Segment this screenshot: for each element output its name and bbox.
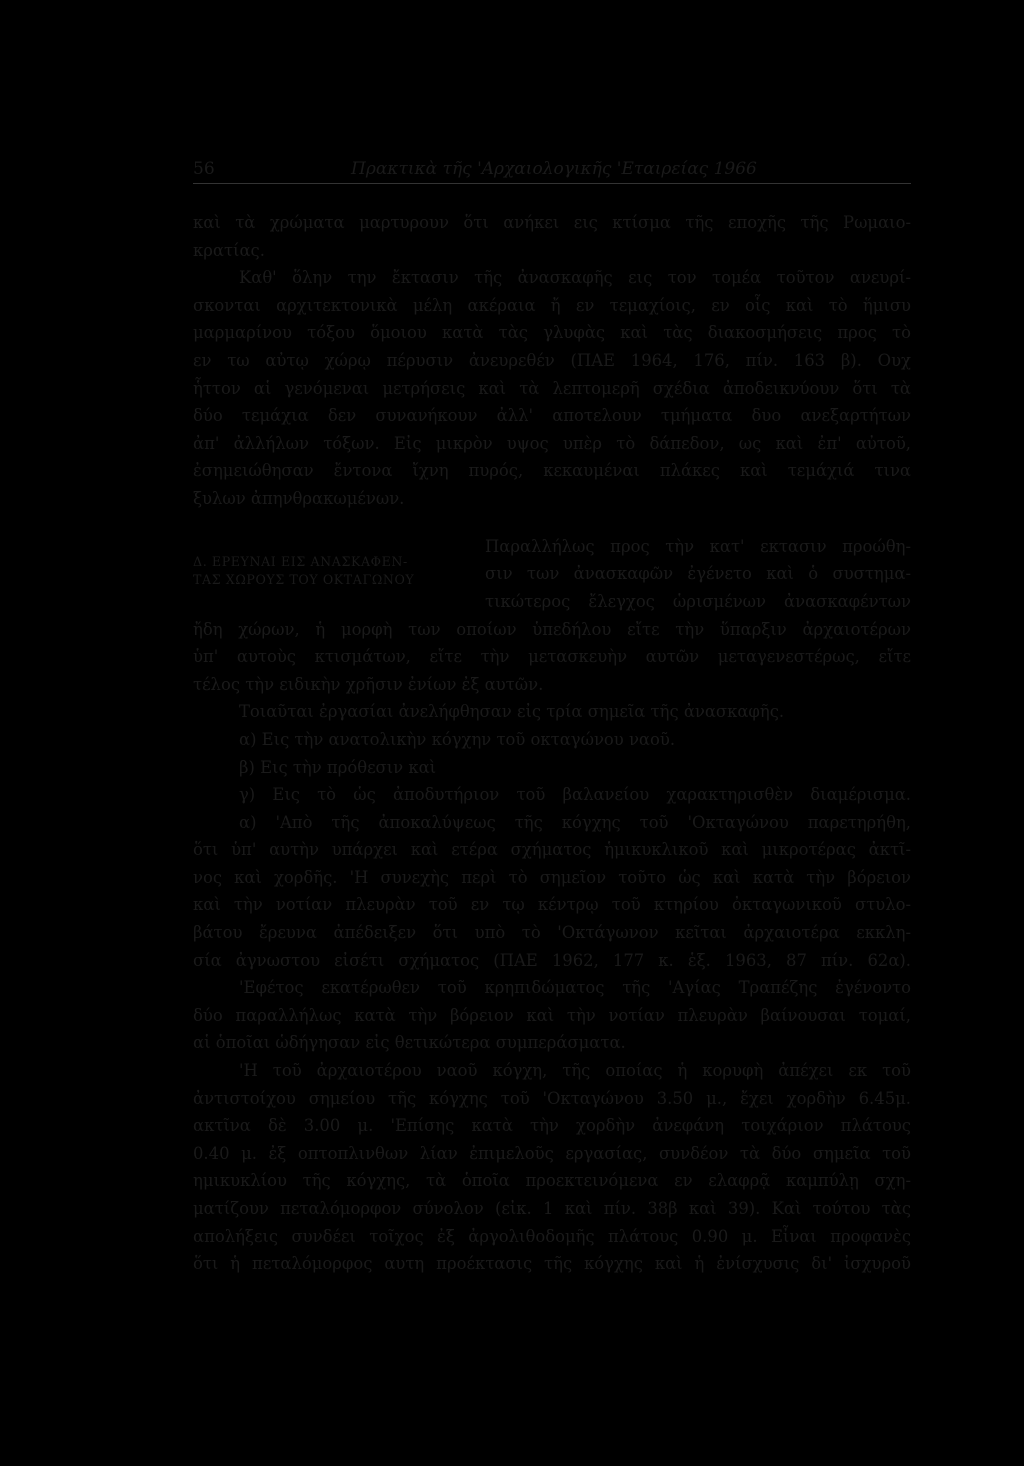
text-line: ἤδη χώρων, ἡ μορφὴ των οποίων ὑπεδήλου εἴτε τὴν ὕπαρξιν ἀρχαιοτέρων	[193, 619, 911, 639]
running-title: Πρακτικὰ τῆς 'Αρχαιολογικῆς 'Εταιρείας 1966	[351, 159, 757, 179]
text-line: ὅτι ὑπ' αυτὴν υπάρχει καὶ ετέρα σχήματος ἡμικυκλικοῦ καὶ μικροτέρας ἀκτῖ-	[193, 840, 911, 860]
text-line: ακτῖνα δὲ 3.00 μ. 'Επίσης κατὰ τὴν χορδὴν ἀνεφάνη τοιχάριον πλάτους	[193, 1116, 911, 1136]
text-line: μαρμαρίνου τόξου ὅμοιου κατὰ τὰς γλυφὰς καὶ τὰς διακοσμήσεις προς τὸ	[193, 323, 911, 343]
text-line: απολήξεις συνδέει τοῖχος ἐξ ἀργολιθοδομῆς πλάτους 0.90 μ. Εἶναι προφανὲς	[193, 1226, 911, 1246]
section-heading-line: ΤΑΣ ΧΩΡΟΥΣ ΤΟΥ ΟΚΤΑΓΩΝΟΥ	[193, 571, 415, 587]
side-text	[485, 533, 911, 616]
text-line: 'Εφέτος εκατέρωθεν τοῦ κρηπιδώματος τῆς 'Αγίας Τραπέζης ἐγένοντο	[239, 978, 911, 998]
section-heading	[193, 553, 473, 589]
text-line: 'Η τοῦ ἀρχαιοτέρου ναοῦ κόγχη, τῆς οποίας ἡ κορυφὴ ἀπέχει εκ τοῦ	[239, 1061, 911, 1081]
list-item: β) Εις τὴν πρόθεσιν καὶ	[239, 757, 437, 777]
text-line: ματίζουν πεταλόμορφον σύνολον (εἰκ. 1 καὶ πίν. 38β καὶ 39). Καὶ τούτου τὰς	[193, 1199, 911, 1218]
text-line: σκονται αρχιτεκτονικὰ μέλη ακέραια ἤ εν τεμαχίοις, εν οἷς καὶ τὸ ἥμισυ	[193, 295, 911, 315]
text-line: σία ἀγνωστου εἰσέτι σχήματος (ΠΑΕ 1962, 177 κ. ἑξ. 1963, 87 πίν. 62α).	[193, 950, 911, 970]
list-item: α) Εις τὴν ανατολικὴν κόγχην τοῦ οκταγώνου ναοῦ.	[239, 729, 676, 749]
header-rule	[193, 183, 911, 184]
text-line: αἱ ὁποῖαι ὡδήγησαν εἰς θετικώτερα συμπεράσματα.	[193, 1033, 626, 1053]
text-line: ἐσημειώθησαν ἔντονα ἴχνη πυρός, κεκαυμέναι πλάκες καὶ τεμάχιά τινα	[193, 461, 911, 481]
text-line: σιν των ἀνασκαφῶν ἐγένετο καὶ ὁ συστημα-	[485, 564, 911, 584]
section-heading-block	[193, 533, 911, 616]
text-line: 0.40 μ. ἐξ οπτοπλινθων λίαν ἐπιμελοῦς εργασίας, συνδέον τὰ δύο σημεῖα τοῦ	[193, 1143, 911, 1163]
text-line: Καθ' ὅλην την ἔκτασιν τῆς ἀνασκαφῆς εις τον τομέα τοῦτον ανευρί-	[239, 268, 911, 288]
text-line: ἧττον αἱ γενόμεναι μετρήσεις καὶ τὰ λεπτομερῆ σχέδια ἀποδεικνύουν ὅτι τὰ	[193, 378, 911, 398]
text-line: καὶ τὴν νοτίαν πλευρὰν τοῦ εν τῳ κέντρῳ τοῦ κτηρίου ὀκταγωνικοῦ στυλο-	[193, 895, 911, 915]
text-line: τικώτερος ἔλεγχος ὡρισμένων ἀνασκαφέντων	[485, 591, 911, 611]
text-line: τέλος τὴν ειδικὴν χρῆσιν ἐνίων ἐξ αυτῶν.	[193, 674, 544, 694]
text-line: α) 'Απὸ τῆς ἀποκαλύψεως τῆς κόγχης τοῦ 'Οκταγώνου παρετηρήθη,	[239, 812, 911, 832]
list-intro: Τοιαῦται ἐργασίαι ἀνελήφθησαν εἰς τρία σημεῖα τῆς ἀνασκαφῆς.	[239, 702, 785, 722]
section-heading-line: Δ. ΕΡΕΥΝΑΙ ΕΙΣ ΑΝΑΣΚΑΦΕΝ-	[193, 553, 408, 569]
text-line: ἀπ' ἀλλήλων τόξων. Εἰς μικρὸν υψος υπὲρ τὸ δάπεδον, ως καὶ ἐπ' αὐτοῦ,	[193, 433, 911, 453]
text-line: ημικυκλίου τῆς κόγχης, τὰ ὁποῖα προεκτεινόμενα εν ελαφρᾷ καμπύλῃ σχη-	[193, 1171, 911, 1191]
text-line: ξυλων ἀπηνθρακωμένων.	[193, 488, 405, 508]
text-line: Παραλλήλως προς τὴν κατ' εκτασιν προώθη-	[485, 536, 911, 556]
text-line: βάτου ἔρευνα ἀπέδειξεν ὅτι υπὸ τὸ 'Οκτάγωνον κεῖται ἀρχαιοτέρα εκκλη-	[193, 923, 911, 943]
page-number: 56	[193, 159, 215, 179]
book-page	[167, 130, 911, 1390]
text-line: εν τω αὐτῳ χώρῳ πέρυσιν ἀνευρεθέν (ΠΑΕ 1964, 176, πίν. 163 β). Ουχ	[193, 350, 911, 370]
list-item: γ) Εις τὸ ὡς ἀποδυτήριον τοῦ βαλανείου χαρακτηρισθὲν διαμέρισμα.	[239, 785, 911, 805]
text-line: ὑπ' αυτοὺς κτισμάτων, εἴτε τὴν μετασκευὴν αυτῶν μεταγενεστέρως, εἴτε	[193, 647, 911, 667]
text-line: νος καὶ χορδῆς. 'Η συνεχὴς περὶ τὸ σημεῖον τοῦτο ὡς καὶ κατὰ τὴν βόρειον	[193, 867, 911, 887]
text-line: δύο τεμάχια δεν συνανήκουν ἀλλ' αποτελουν τμήματα δυο ανεξαρτήτων	[193, 406, 911, 426]
text-line: ἀντιστοίχου σημείου τῆς κόγχης τοῦ 'Οκταγώνου 3.50 μ., ἔχει χορδὴν 6.45μ.	[193, 1088, 911, 1108]
text-line: ὅτι ἡ πεταλόμορφος αυτη προέκτασις τῆς κόγχης καὶ ἡ ἐνίσχυσις δι' ἰσχυροῦ	[193, 1254, 911, 1274]
body-text	[193, 209, 911, 1278]
text-line: δύο παραλλήλως κατὰ τὴν βόρειον καὶ τὴν νοτίαν πλευρὰν βαίνουσαι τομαί,	[193, 1005, 911, 1025]
text-line: κρατίας.	[193, 240, 265, 260]
text-line: καὶ τὰ χρώματα μαρτυρουν ὅτι ανήκει εις κτίσμα τῆς εποχῆς τῆς Ρωμαιο-	[193, 213, 911, 232]
